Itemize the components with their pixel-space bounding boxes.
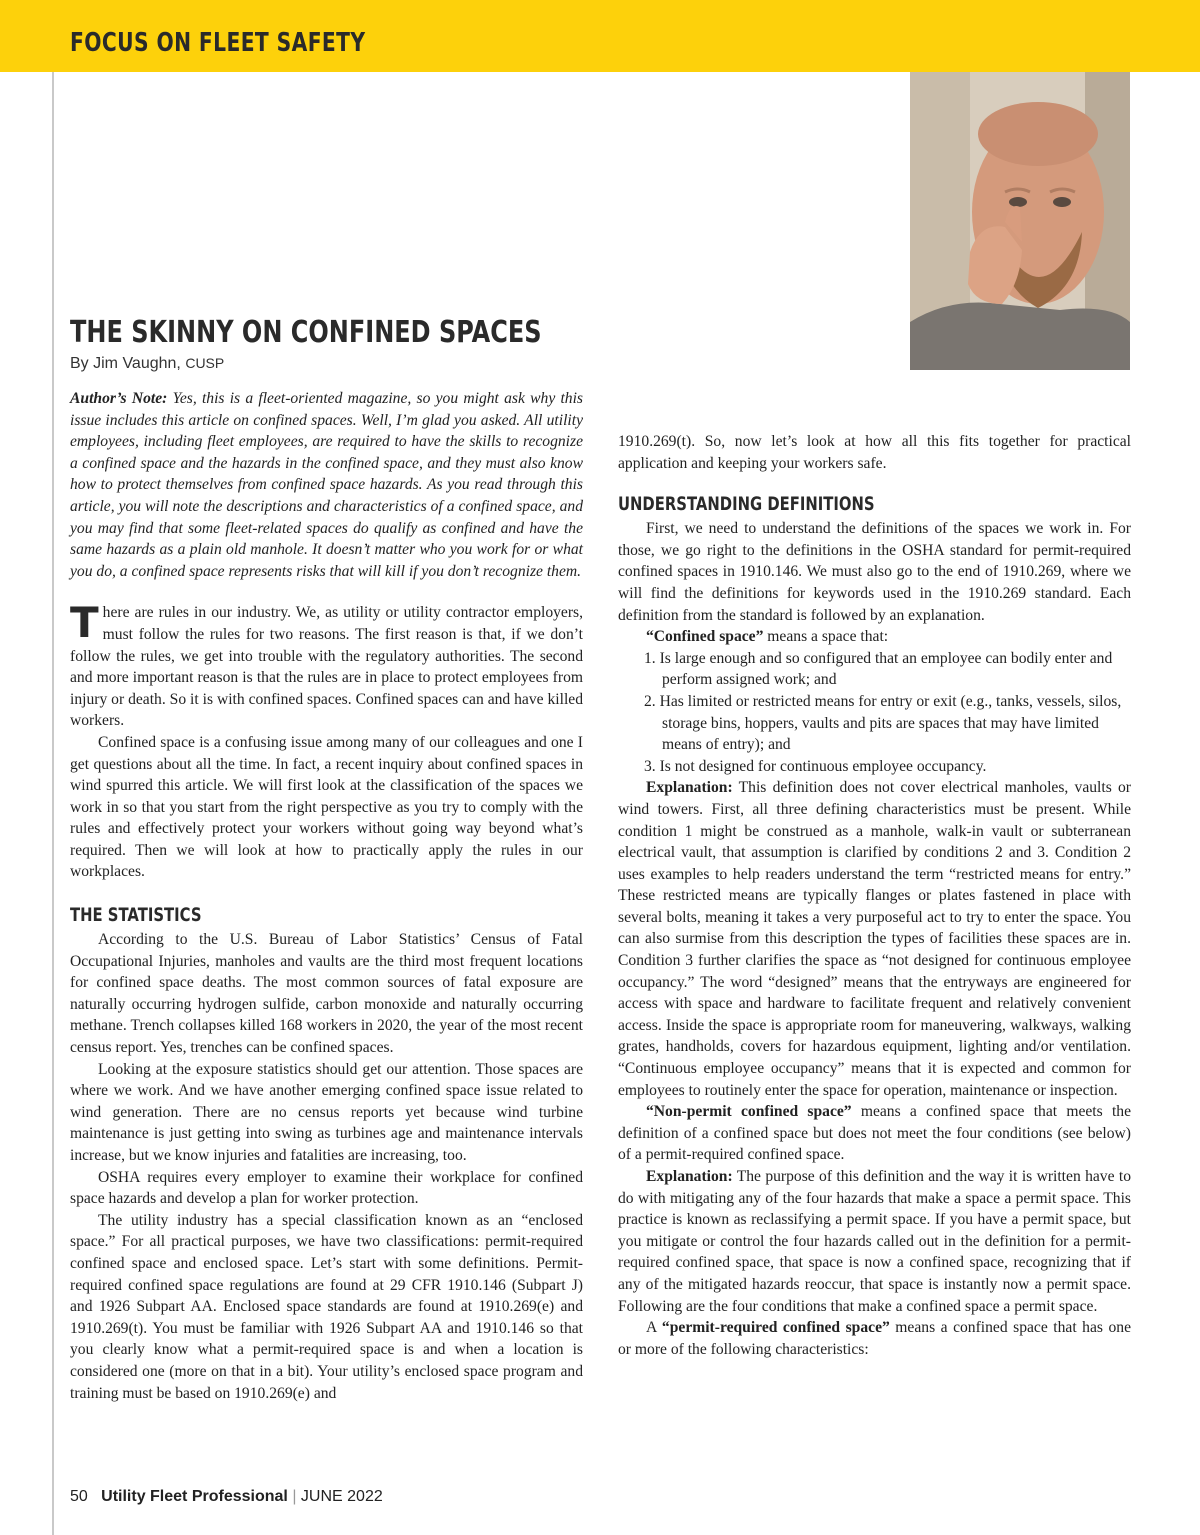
permit-required-text: means a confined space that has one or more of the following characteristics: <box>618 1319 1131 1358</box>
author-photo <box>910 72 1130 370</box>
statistics-paragraph-3: OSHA requires every employer to examine their workplace for confined space hazards and develop a plan for worker protection. <box>70 1168 583 1208</box>
condition-item-2: 2. Has limited or restricted means for entry or exit (e.g., tanks, vessels, silos, storage bins, hoppers, vaults and pits are spaces that may have limited means of entry); and <box>644 692 1122 754</box>
article-title: THE SKINNY ON CONFINED SPACES <box>70 315 542 350</box>
byline-credential: CUSP <box>185 355 225 371</box>
non-permit-term: “Non-permit confined space” <box>646 1103 852 1121</box>
intro-text-1: here are rules in our industry. We, as utility or utility contractor employers, must follow the rules for two reasons. The first reason is that, if we don’t follow the rules, we get into trouble with the regulatory authorities. The second and more important reason is that the rules are in place to protect employees from injury or death. So it is with confined spaces. Confined spaces can and have killed workers. <box>70 604 583 730</box>
byline-name: By Jim Vaughn, <box>70 355 181 372</box>
condition-item-3: 3. Is not designed for continuous employee occupancy. <box>644 757 987 775</box>
author-note-label: Author’s Note: <box>70 390 168 407</box>
explanation-paragraph-1 <box>618 777 1131 1101</box>
magazine-name: Utility Fleet Professional <box>101 1488 288 1505</box>
confined-space-definition <box>618 626 1131 648</box>
left-column <box>70 388 583 1404</box>
confined-space-term: “Confined space” <box>646 628 764 646</box>
explanation-text-1: This definition does not cover electrical manholes, vaults or wind towers. First, all three defining characteristics must be present. While condition 1 might be construed as a manhole, walk-in vault or subterranean electrical vault, that assumption is clarified by conditions 2 and 3. Condition 2 uses examples to help readers understand the term “restricted means for entry.” These restricted means are typically flanges or plates fastened in place with several bolts, meaning it takes a very purposeful act to try to enter the space. You can also surmise from this description the types of facilities these spaces are in. Condition 3 further clarifies the space as “not designed for continuous employee occupancy.” The word “designed” means that the entryways are engineered for access with space and hardware to facilitate frequent and relatively convenient access. Inside the space is appropriate room for maneuvering, walkways, walking grates, handholds, covers for hazardous equipment, lighting and/or ventilation. “Continuous employee occupancy” means that it is expected and common for employees to routinely enter the space for operation, maintenance or inspection. <box>618 779 1131 1099</box>
permit-required-definition <box>618 1317 1131 1360</box>
condition-item-1: 1. Is large enough and so configured that an employee can bodily enter and perform assigned work; and <box>644 649 1113 689</box>
section-label: FOCUS ON FLEET SAFETY <box>70 28 366 58</box>
author-note <box>70 388 583 582</box>
right-column <box>618 431 1131 1360</box>
page-footer <box>70 1488 383 1506</box>
definitions-paragraph-1: First, we need to understand the definitions of the spaces we work in. For those, we go right to the definitions in the OSHA standard for permit-required confined spaces in 1910.146. We must also go to the end of 1910.269, where we will find the definitions for keywords used in the 1910.269 standard. Each definition from the standard is followed by an explanation. <box>618 520 1131 624</box>
margin-rule <box>52 0 54 1535</box>
statistics-paragraph-1: According to the U.S. Bureau of Labor Statistics’ Census of Fatal Occupational Injuries, manholes and vaults are the third most frequent locations for confined space deaths. The most common sources of fatal exposure are naturally occurring hydrogen sulfide, carbon monoxide and naturally occurring methane. Trench collapses killed 168 workers in 2020, the year of the most recent census report. Yes, trenches can be confined spaces. <box>70 931 583 1057</box>
footer-separator: | <box>292 1488 297 1505</box>
non-permit-definition <box>618 1101 1131 1166</box>
statistics-heading: THE STATISTICS <box>70 904 202 927</box>
statistics-paragraph-2: Looking at the exposure statistics should get our attention. Those spaces are where we work. And we have another emerging confined space issue related to wind generation. There are no census reports yet because wind turbine maintenance is just getting into swing as turbines age and maintenance intervals increase, but we know injuries and fatalities are increasing, too. <box>70 1060 583 1164</box>
intro-paragraph-1 <box>70 598 583 732</box>
issue-date: JUNE 2022 <box>300 1488 383 1505</box>
author-note-text: Yes, this is a fleet-oriented magazine, so you might ask why this issue includes this article on confined spaces. Well, I’m glad you asked. All utility employees, including fleet employees, are required to have the skills to recognize a confined space and the hazards in the confined space, and they must also know how to protect themselves from confined space hazards. As you read through this article, you will note the descriptions and characteristics of a confined space, and you may find that some fleet-related spaces do qualify as confined and have the same hazards as a plain old manhole. It doesn’t matter who you work for or what you do, a confined space represents risks that will kill if you don’t recognize them. <box>70 390 584 580</box>
drop-cap: T <box>70 598 99 648</box>
byline <box>70 355 224 373</box>
permit-required-lead: A <box>646 1319 662 1337</box>
page-number: 50 <box>70 1488 88 1505</box>
permit-required-term: “permit-required confined space” <box>661 1319 890 1337</box>
explanation-label: Explanation: <box>646 1168 733 1185</box>
section-banner <box>0 0 1200 72</box>
statistics-paragraph-4: The utility industry has a special classification known as an “enclosed space.” For all practical purposes, we have two classifications: permit-required confined space and enclosed space. Let’s start with some definitions. Permit-required confined space regulations are found at 29 CFR 1910.146 (Subpart J) and 1926 Subpart AA. Enclosed space standards are found at 1910.269(e) and 1910.269(t). You must be familiar with 1926 Subpart AA and 1910.146 so that you clearly know what a permit-required space is and when a location is considered one (more on that in a bit). Your utility’s enclosed space program and training must be based on 1910.269(e) and <box>70 1211 583 1402</box>
non-permit-text: means a confined space that meets the definition of a confined space but does not meet the four conditions (see below) of a permit-required confined space. <box>618 1103 1131 1164</box>
explanation-label: Explanation: <box>646 779 733 797</box>
definitions-heading: UNDERSTANDING DEFINITIONS <box>618 493 875 516</box>
continuation-paragraph: 1910.269(t). So, now let’s look at how all this fits together for practical application and keeping your workers safe. <box>618 433 1131 472</box>
intro-paragraph-2: Confined space is a confusing issue among many of our colleagues and one I get questions about all the time. In fact, a recent inquiry about confined spaces in wind spurred this article. We will first look at the classification of the spaces we work in so that you start from the right perspective as you try to comply with the rules and effectively protect your workers without going way beyond what’s required. Then we will look at how to practically apply the rules in our workplaces. <box>70 733 583 881</box>
confined-space-intro: means a space that: <box>763 628 889 646</box>
author-portrait-image <box>910 72 1130 370</box>
explanation-paragraph-2 <box>618 1166 1131 1317</box>
explanation-text-2: The purpose of this definition and the way it is written have to do with mitigating any of the four hazards that make a space a permit space. This practice is known as reclassifying a permit space. If you have a permit space, but you mitigate or control the four hazards called out in the definition for a permit-required confined space, that space is now a confined space, recognizing that if any of the mitigated hazards reoccur, that space is instantly now a permit space. Following are the four conditions that make a confined space a permit space. <box>618 1168 1131 1315</box>
